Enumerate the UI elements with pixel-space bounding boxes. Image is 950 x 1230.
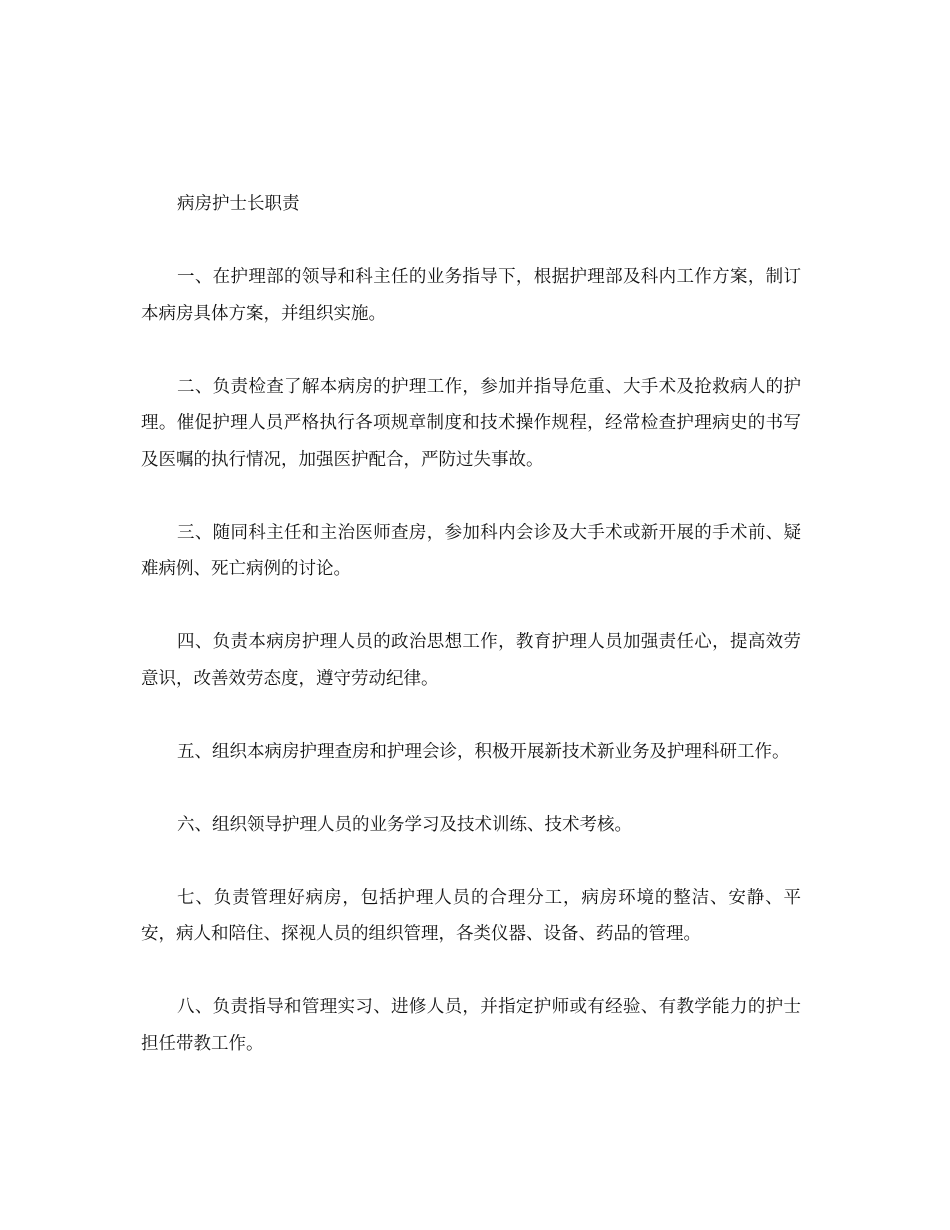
paragraph-7: 七、负责管理好病房，包括护理人员的合理分工，病房环境的整洁、安静、平安，病人和陪住、探视人员的组织管理，各类仪器、设备、药品的管理。 [141, 887, 801, 944]
paragraph-1: 一、在护理部的领导和科主任的业务指导下，根据护理部及科内工作方案，制订本病房具体方案，并组织实施。 [141, 267, 801, 324]
paragraph-3: 三、随同科主任和主治医师查房，参加科内会诊及大手术或新开展的手术前、疑难病例、死亡病例的讨论。 [141, 522, 801, 579]
paragraph-2: 二、负责检查了解本病房的护理工作，参加并指导危重、大手术及抢救病人的护理。催促护理人员严格执行各项规章制度和技术操作规程，经常检查护理病史的书写及医嘱的执行情况，加强医护配合，严防过失事故。 [141, 376, 801, 470]
paragraph-6: 六、组织领导护理人员的业务学习及技术训练、技术考核。 [177, 814, 632, 835]
document-body [141, 186, 801, 1062]
paragraph-5: 五、组织本病房护理查房和护理会诊，积极开展新技术新业务及护理科研工作。 [177, 741, 790, 762]
paragraph-8: 八、负责指导和管理实习、进修人员，并指定护师或有经验、有教学能力的护士担任带教工作。 [141, 997, 801, 1054]
document-title: 病房护士长职责 [177, 194, 300, 214]
paragraph-4: 四、负责本病房护理人员的政治思想工作，教育护理人员加强责任心，提高效劳意识，改善效劳态度，遵守劳动纪律。 [141, 632, 801, 689]
